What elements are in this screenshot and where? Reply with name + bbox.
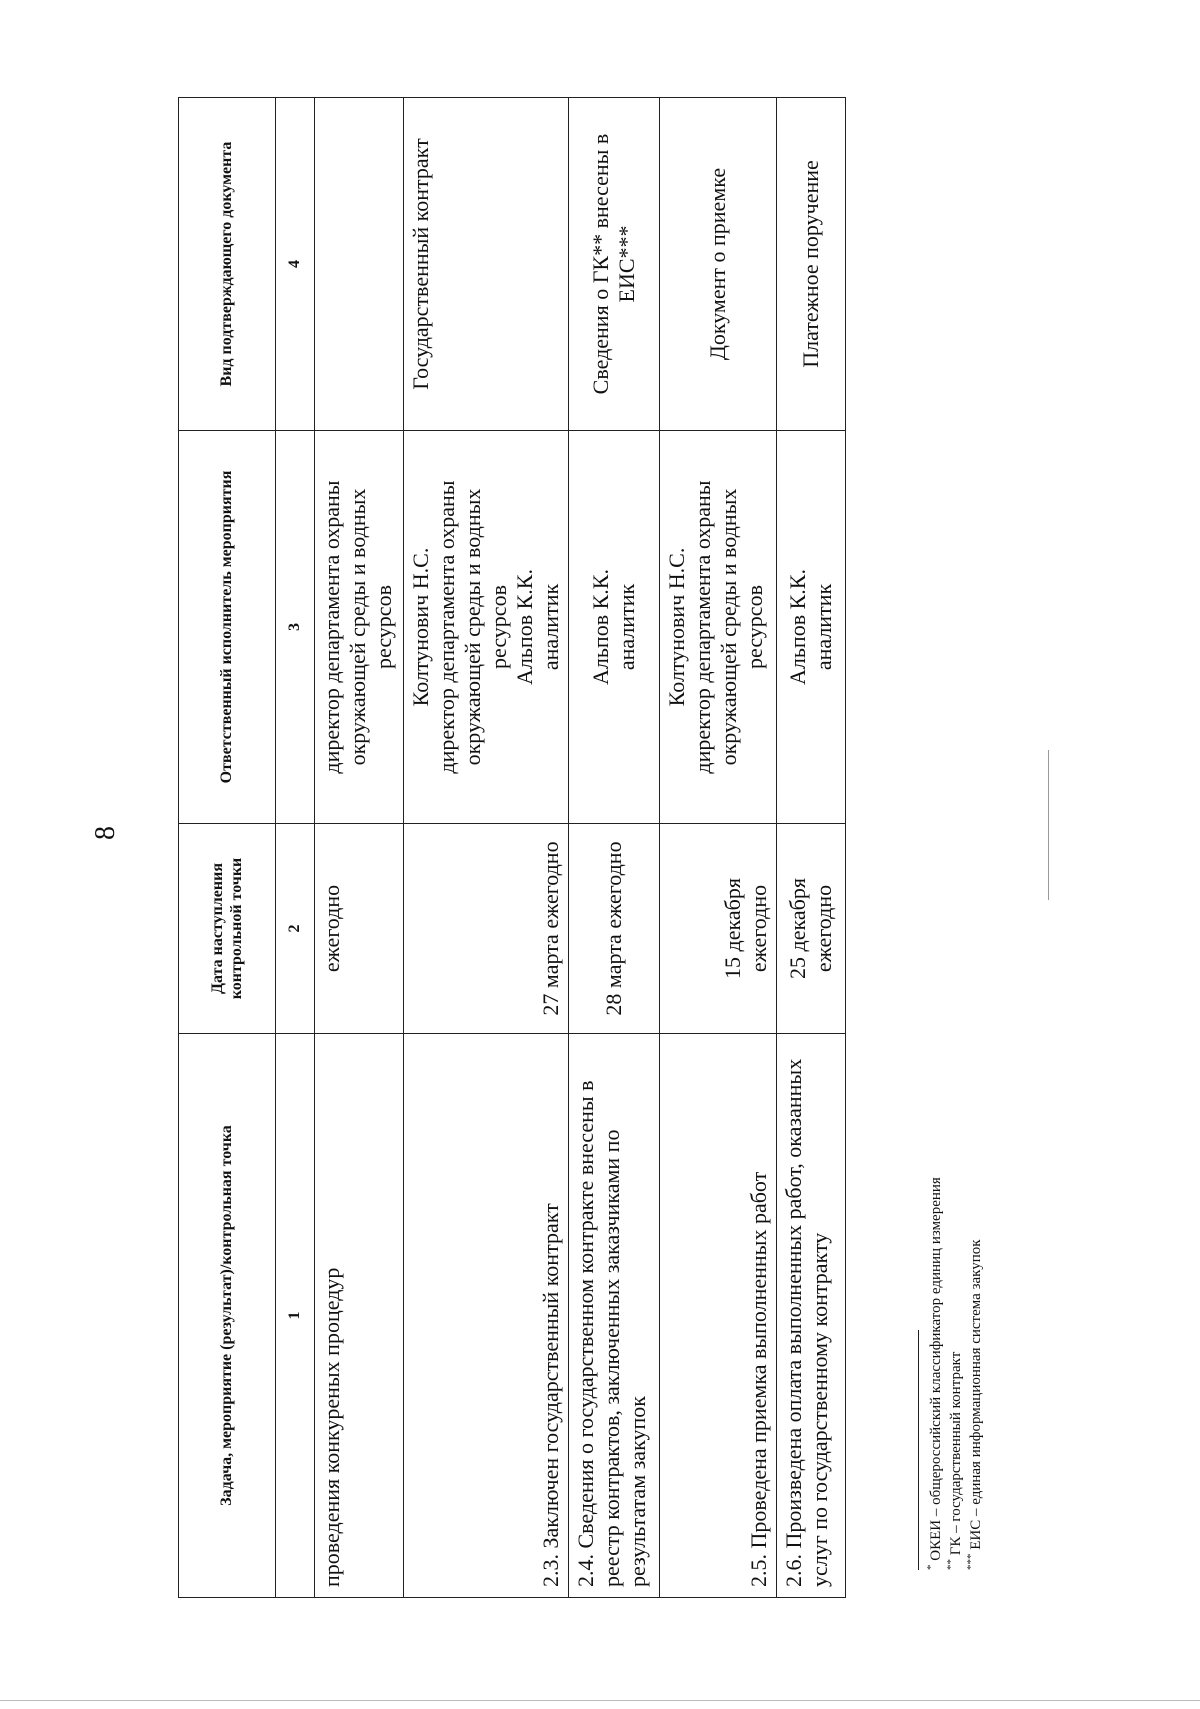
header-task: Задача, мероприятие (результат)/контрольная точка — [179, 1034, 276, 1598]
responsible-line: ресурсов — [370, 585, 396, 669]
document-cell — [315, 98, 404, 431]
document-cell: Документ о приемке — [659, 98, 776, 431]
date-cell: 15 декабря ежегодно — [659, 824, 776, 1034]
footnotes — [918, 950, 1008, 1570]
column-number-row — [276, 98, 315, 1598]
responsible-line: директор департамента охраны — [319, 480, 344, 774]
header-responsible: Ответственный исполнитель мероприятия — [179, 431, 276, 824]
footnote-mark: * — [925, 1564, 937, 1570]
responsible-line: Колтунович Н.С. — [408, 547, 433, 707]
responsible-line: ресурсов — [741, 585, 767, 669]
responsible-line: аналитик — [613, 583, 639, 671]
task-cell: 2.5. Проведена приемка выполненных работ — [659, 1034, 776, 1598]
footnote — [925, 950, 945, 1570]
task-cell: проведения конкуреных процедур — [315, 1034, 404, 1598]
date-cell: 25 декабря ежегодно — [776, 824, 845, 1034]
date-cell: 28 марта ежегодно — [568, 824, 659, 1034]
responsible-line: ресурсов — [485, 585, 511, 669]
footnote — [965, 950, 985, 1570]
scan-line — [1048, 750, 1049, 900]
footnote-rule — [918, 1330, 919, 1570]
column-number: 3 — [276, 431, 315, 824]
date-cell: 27 марта ежегодно — [404, 824, 569, 1034]
date-cell: ежегодно — [315, 824, 404, 1034]
table-row — [568, 98, 659, 1598]
page-number: 8 — [90, 826, 121, 840]
column-number: 4 — [276, 98, 315, 431]
table-header-row — [179, 98, 276, 1598]
responsible-line: окружающей среды и водных — [344, 488, 370, 766]
task-cell: 2.6. Произведена оплата выполненных работ, оказанных услуг по государственному контракту — [776, 1034, 845, 1598]
responsible-line: Колтунович Н.С. — [663, 547, 689, 707]
responsible-cell — [659, 431, 776, 824]
task-cell: 2.3. Заключен государственный контракт — [404, 1034, 569, 1598]
responsible-cell — [568, 431, 659, 824]
footnote-text: ОКЕИ – общероссийский классификатор единиц измерения — [928, 1177, 944, 1561]
responsible-line: аналитик — [810, 583, 836, 671]
header-date: Дата наступления контрольной точки — [179, 824, 276, 1034]
table-row — [404, 98, 569, 1598]
footnote-text: ЕИС – единая информационная система закупок — [968, 1239, 984, 1550]
plan-table — [178, 97, 846, 1598]
footnote-mark: *** — [965, 1553, 977, 1570]
responsible-line: директор департамента охраны — [689, 480, 715, 774]
scan-line — [0, 1700, 1200, 1701]
table-row — [659, 98, 776, 1598]
column-number: 2 — [276, 824, 315, 1034]
table-row — [776, 98, 845, 1598]
responsible-line: Альпов К.К. — [511, 569, 537, 685]
responsible-cell — [404, 431, 569, 824]
responsible-line: окружающей среды и водных — [459, 488, 485, 766]
responsible-line: директор департамента охраны — [433, 480, 459, 774]
responsible-line: Альпов К.К. — [587, 569, 613, 685]
responsible-line: Альпов К.К. — [784, 569, 810, 685]
footnote-mark: ** — [945, 1559, 957, 1570]
responsible-line: аналитик — [537, 583, 563, 671]
responsible-cell — [776, 431, 845, 824]
plan-table-container — [178, 98, 843, 1598]
footnote-text: ГК – государственный контракт — [948, 1351, 964, 1556]
document-cell: Сведения о ГК** внесены в ЕИС*** — [568, 98, 659, 431]
responsible-line: окружающей среды и водных — [715, 488, 741, 766]
table-row — [315, 98, 404, 1598]
document-cell: Государственный контракт — [404, 98, 569, 431]
responsible-cell — [315, 431, 404, 824]
task-cell: 2.4. Сведения о государственном контракте внесены в реестр контрактов, заключенных заказчиками по результатам закупок — [568, 1034, 659, 1598]
header-document: Вид подтверждающего документа — [179, 98, 276, 431]
column-number: 1 — [276, 1034, 315, 1598]
document-cell: Платежное поручение — [776, 98, 845, 431]
footnote — [945, 950, 965, 1570]
